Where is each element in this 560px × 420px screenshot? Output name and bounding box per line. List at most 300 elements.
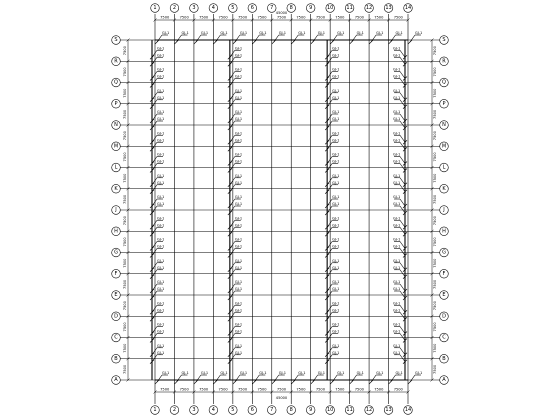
beam-tag-label: GJ-1 (332, 237, 340, 242)
beam-tag-label: GJ-1 (234, 110, 243, 114)
tag-tick (155, 380, 159, 384)
beam-tag-label: GJ-1 (157, 223, 165, 228)
svg-text:4: 4 (211, 407, 215, 413)
beam-tag-label: GJ-1 (181, 371, 189, 375)
svg-text:14: 14 (404, 407, 412, 413)
tag-leader (400, 178, 405, 185)
beam-tag-label: GJ-1 (157, 343, 165, 348)
row-spacing-label: 7500 (433, 152, 437, 162)
beam-tag-label: GJ-1 (234, 95, 243, 100)
beam-tag-label: GJ-1 (332, 329, 340, 334)
row-axis-bubble-left (112, 227, 121, 236)
beam-tag-label: GJ-1 (393, 53, 401, 58)
column-spacing-label: 7500 (393, 15, 403, 20)
tag-tick (252, 40, 256, 44)
row-axis-bubble-left (112, 163, 121, 172)
beam-tag-label: GJ-1 (234, 46, 243, 51)
svg-text:J: J (443, 207, 445, 213)
beam-tag-label: GJ-1 (157, 265, 165, 270)
beam-tag-label: GJ-1 (332, 287, 340, 291)
tag-tick (311, 40, 315, 44)
tag-tick (174, 380, 178, 384)
tag-leader (400, 327, 405, 334)
row-spacing-label: 7500 (123, 216, 127, 226)
row-axis-bubble-left (112, 354, 121, 363)
svg-text:Q: Q (114, 79, 118, 86)
svg-text:P: P (442, 100, 446, 107)
tag-tick (291, 380, 295, 384)
row-spacing-label: 7500 (123, 343, 127, 353)
svg-text:D: D (114, 313, 118, 320)
beam-tag-label: GJ-1 (317, 371, 326, 375)
column-axis-bubble-top (229, 4, 238, 13)
svg-text:M: M (441, 143, 447, 150)
tag-tick (272, 40, 276, 44)
svg-text:2: 2 (172, 407, 177, 413)
beam-tag-label: GJ-1 (234, 88, 243, 93)
beam-tag-label: GJ-1 (332, 195, 340, 199)
row-axis-bubble-left (112, 99, 121, 108)
svg-text:N: N (114, 122, 118, 128)
svg-text:6: 6 (250, 5, 254, 11)
row-axis-bubble-right (440, 227, 449, 236)
row-axis-bubble-left (112, 291, 121, 300)
beam-tag-label: GJ-1 (332, 280, 340, 284)
beam-tag-label: GJ-1 (157, 329, 165, 334)
column-axis-bubble-top (404, 4, 413, 13)
beam-tag-label: GJ-1 (278, 31, 287, 35)
row-spacing-label: 7500 (433, 67, 437, 77)
svg-text:10: 10 (326, 5, 334, 11)
column-axis-bubble-bottom (170, 406, 179, 415)
tag-tick (174, 40, 178, 44)
row-spacing-label: 7500 (433, 322, 437, 332)
beam-tag-label: GJ-1 (393, 244, 401, 249)
tag-tick (350, 40, 354, 44)
row-axis-bubble-right (440, 269, 449, 278)
row-axis-bubble-right (440, 36, 449, 45)
column-axis-bubble-bottom (267, 406, 276, 415)
column-spacing-label: 7500 (179, 15, 189, 20)
beam-tag-label: GJ-1 (220, 371, 228, 375)
column-spacing-label: 7500 (276, 387, 287, 392)
column-axis-bubble-top (151, 4, 160, 13)
column-axis-bubble-bottom (326, 406, 335, 415)
row-spacing-label: 7500 (433, 301, 437, 311)
column-spacing-label: 7500 (199, 387, 209, 392)
beam-tag-label: GJ-1 (162, 31, 170, 35)
svg-text:E: E (114, 292, 118, 298)
column-spacing-label: 7500 (374, 15, 384, 20)
beam-tag-label: GJ-1 (239, 31, 248, 35)
beam-tag-label: GJ-1 (234, 223, 243, 228)
svg-text:9: 9 (309, 5, 313, 11)
beam-tag-label: GJ-1 (332, 202, 340, 206)
svg-text:12: 12 (365, 5, 373, 11)
column-spacing-label: 7500 (218, 387, 228, 392)
beam-tag-label: GJ-1 (337, 371, 345, 375)
beam-tag-label: GJ-1 (332, 95, 340, 100)
beam-tag-label: GJ-1 (259, 31, 267, 35)
beam-tag-label: GJ-1 (332, 117, 340, 121)
row-spacing-label: 7500 (123, 279, 127, 289)
column-spacing-label: 7500 (296, 15, 306, 20)
column-axis-bubble-bottom (365, 406, 374, 415)
row-axis-bubble-right (440, 333, 449, 342)
beam-tag-label: GJ-1 (393, 308, 401, 313)
svg-text:5: 5 (231, 5, 235, 11)
column-spacing-label: 7500 (257, 15, 267, 20)
svg-text:6: 6 (250, 407, 254, 413)
svg-text:D: D (442, 313, 446, 320)
svg-text:9: 9 (309, 407, 313, 413)
svg-text:13: 13 (385, 5, 392, 11)
beam-tag-label: GJ-1 (393, 322, 401, 327)
row-axis-bubble-left (112, 36, 121, 45)
column-axis-bubble-top (287, 4, 296, 13)
column-spacing-label: 7500 (218, 15, 228, 20)
svg-text:F: F (442, 270, 446, 277)
beam-tag-label: GJ-1 (234, 74, 243, 79)
beam-tag-label: GJ-1 (393, 280, 401, 284)
column-spacing-label: 7500 (393, 387, 403, 392)
row-spacing-label: 7500 (123, 173, 127, 183)
column-axis-bubble-bottom (229, 406, 238, 415)
beam-tag-label: GJ-1 (332, 343, 340, 348)
beam-tag-label: GJ-1 (157, 216, 165, 221)
svg-text:M: M (113, 143, 119, 150)
beam-tag-label: GJ-1 (157, 350, 165, 355)
beam-tag-label: GJ-1 (234, 265, 243, 270)
beam-tag-label: GJ-1 (234, 195, 243, 199)
row-spacing-label: 7500 (433, 237, 437, 247)
tag-tick (350, 380, 354, 384)
svg-text:C: C (442, 334, 446, 341)
svg-text:R: R (442, 58, 446, 65)
svg-text:B: B (442, 355, 446, 362)
row-axis-bubble-left (112, 269, 121, 278)
row-spacing-label: 7500 (123, 67, 127, 77)
beam-tag-label: GJ-1 (332, 131, 340, 136)
column-spacing-label: 7500 (237, 387, 248, 392)
row-axis-bubble-left (112, 206, 121, 215)
beam-tag-label: GJ-1 (395, 31, 403, 35)
svg-text:K: K (442, 185, 446, 192)
row-axis-bubble-right (440, 142, 449, 151)
tag-tick (213, 380, 217, 384)
svg-text:G: G (442, 249, 446, 256)
row-spacing-label: 7500 (433, 194, 437, 204)
tag-leader (400, 135, 405, 142)
beam-tag-label: GJ-1 (393, 117, 401, 121)
beam-tag-label: GJ-1 (332, 216, 340, 221)
beam-tag-label: GJ-1 (393, 180, 401, 185)
beam-tag-label: GJ-1 (234, 237, 243, 242)
row-spacing-label: 7500 (433, 109, 437, 119)
row-spacing-label: 7500 (123, 88, 127, 98)
tag-tick (311, 380, 315, 384)
tag-tick (272, 380, 276, 384)
row-axis-bubble-right (440, 354, 449, 363)
beam-tag-label: GJ-1 (234, 202, 243, 206)
beam-tag-label: GJ-1 (157, 53, 165, 58)
beam-tag-label: GJ-1 (393, 216, 401, 221)
row-axis-bubble-right (440, 163, 449, 172)
svg-text:R: R (114, 58, 118, 65)
beam-tag-label: GJ-1 (332, 308, 340, 313)
beam-tag-label: GJ-1 (393, 46, 401, 51)
beam-tag-label: GJ-1 (332, 180, 340, 185)
svg-text:7: 7 (270, 407, 274, 413)
beam-tag-label: GJ-1 (200, 371, 209, 375)
svg-text:11: 11 (346, 407, 353, 413)
svg-text:G: G (114, 249, 118, 256)
svg-text:7: 7 (270, 5, 274, 11)
beam-tag-label: GJ-1 (234, 343, 243, 348)
beam-tag-label: GJ-1 (415, 371, 423, 375)
beam-tag-label: GJ-1 (234, 117, 243, 121)
beam-tag-label: GJ-1 (332, 152, 340, 157)
column-axis-bubble-top (326, 4, 335, 13)
beam-tag-label: GJ-1 (157, 195, 165, 199)
column-axis-bubble-top (190, 4, 199, 13)
beam-tag-label: GJ-1 (157, 159, 165, 164)
column-axis-bubble-top (170, 4, 179, 13)
beam-tag-label: GJ-1 (259, 371, 267, 375)
svg-text:A: A (442, 377, 446, 383)
tag-leader (400, 93, 405, 100)
beam-tag-label: GJ-1 (393, 95, 401, 100)
tag-tick (408, 380, 412, 384)
row-spacing-label: 7500 (123, 237, 127, 247)
column-axis-bubble-top (248, 4, 257, 13)
svg-text:Q: Q (442, 79, 446, 86)
beam-tag-label: GJ-1 (393, 74, 401, 79)
svg-text:J: J (115, 207, 117, 213)
svg-text:2: 2 (172, 5, 177, 11)
total-width-label-top: 45000 (275, 11, 288, 15)
beam-tag-label: GJ-1 (393, 301, 401, 306)
svg-text:P: P (114, 100, 118, 107)
row-spacing-label: 7500 (433, 46, 437, 56)
tag-leader (400, 220, 405, 227)
beam-tag-label: GJ-1 (157, 180, 165, 185)
beam-tag-label: GJ-1 (332, 223, 340, 228)
tag-tick (369, 40, 373, 44)
beam-tag-label: GJ-1 (234, 258, 243, 263)
row-spacing-label: 7500 (433, 216, 437, 226)
beam-tag-label: GJ-1 (332, 159, 340, 164)
row-axis-bubble-left (112, 57, 121, 66)
beam-tag-label: GJ-1 (376, 371, 384, 375)
beam-tag-label: GJ-1 (234, 308, 243, 313)
beam-tag-label: GJ-1 (317, 31, 326, 35)
beam-tag-label: GJ-1 (200, 31, 209, 35)
row-spacing-label: 7500 (123, 131, 127, 141)
column-axis-bubble-top (384, 4, 393, 13)
svg-text:3: 3 (192, 5, 196, 11)
svg-text:B: B (114, 355, 118, 362)
svg-text:14: 14 (404, 5, 412, 11)
column-axis-bubble-top (345, 4, 354, 13)
svg-text:N: N (442, 122, 446, 128)
column-axis-bubble-bottom (151, 406, 160, 415)
beam-tag-label: GJ-1 (332, 265, 340, 270)
beam-tag-label: GJ-1 (162, 371, 170, 375)
beam-tag-label: GJ-1 (332, 46, 340, 51)
beam-tag-label: GJ-1 (157, 280, 165, 284)
beam-tag-label: GJ-1 (393, 343, 401, 348)
tag-tick (213, 40, 217, 44)
beam-tag-label: GJ-1 (393, 350, 401, 355)
svg-text:1: 1 (153, 5, 157, 11)
row-spacing-label: 7500 (433, 343, 437, 353)
row-axis-bubble-right (440, 312, 449, 321)
beam-tag-label: GJ-1 (393, 159, 401, 164)
svg-text:L: L (114, 164, 118, 171)
beam-tag-label: GJ-1 (356, 31, 364, 35)
tag-tick (330, 380, 334, 384)
beam-tag-label: GJ-1 (393, 131, 401, 136)
row-spacing-label: 7500 (433, 279, 437, 289)
beam-tag-label: GJ-1 (393, 265, 401, 270)
beam-tag-label: GJ-1 (337, 31, 345, 35)
svg-text:K: K (114, 185, 118, 192)
column-spacing-label: 7500 (315, 15, 326, 20)
column-axis-bubble-bottom (384, 406, 393, 415)
tag-leader (400, 114, 405, 121)
beam-tag-label: GJ-1 (157, 95, 165, 100)
beam-tag-label: GJ-1 (332, 67, 340, 72)
svg-text:E: E (442, 292, 446, 298)
column-spacing-label: 7500 (374, 387, 384, 392)
row-axis-bubble-right (440, 206, 449, 215)
tag-tick (291, 40, 295, 44)
beam-tag-label: GJ-1 (157, 74, 165, 79)
column-spacing-label: 7500 (276, 15, 287, 20)
tag-leader (400, 157, 405, 164)
beam-tag-label: GJ-1 (393, 287, 401, 291)
column-spacing-label: 7500 (257, 387, 267, 392)
svg-text:L: L (442, 164, 446, 171)
beam-tag-label: GJ-1 (415, 31, 423, 35)
tag-leader (400, 305, 405, 312)
beam-tag-label: GJ-1 (332, 138, 340, 143)
beam-tag-label: GJ-1 (157, 258, 165, 263)
tag-tick (389, 380, 393, 384)
beam-tag-label: GJ-1 (234, 180, 243, 185)
tag-tick (194, 380, 198, 384)
beam-tag-label: GJ-1 (393, 195, 401, 199)
column-spacing-label: 7500 (354, 387, 364, 392)
tag-leader (400, 50, 405, 57)
row-spacing-label: 7500 (123, 109, 127, 119)
svg-text:10: 10 (326, 407, 334, 413)
row-axis-bubble-left (112, 78, 121, 87)
column-axis-bubble-top (365, 4, 374, 13)
beam-tag-label: GJ-1 (298, 31, 306, 35)
svg-text:F: F (114, 270, 118, 277)
beam-tag-label: GJ-1 (234, 322, 243, 327)
tag-tick (233, 380, 237, 384)
tag-leader (400, 263, 405, 270)
row-axis-bubble-right (440, 291, 449, 300)
beam-tag-label: GJ-1 (298, 371, 306, 375)
beam-tag-label: GJ-1 (332, 53, 340, 58)
beam-tag-label: GJ-1 (234, 173, 243, 178)
svg-text:11: 11 (346, 5, 353, 11)
svg-text:5: 5 (231, 407, 235, 413)
beam-tag-label: GJ-1 (234, 287, 243, 291)
beam-tag-label: GJ-1 (157, 301, 165, 306)
tag-tick (155, 40, 159, 44)
beam-tag-label: GJ-1 (393, 110, 401, 114)
tag-tick (389, 40, 393, 44)
column-spacing-label: 7500 (315, 387, 326, 392)
column-axis-bubble-bottom (248, 406, 257, 415)
column-axis-bubble-top (209, 4, 218, 13)
tag-leader (400, 348, 405, 355)
beam-tag-label: GJ-1 (278, 371, 287, 375)
column-axis-bubble-bottom (287, 406, 296, 415)
beam-tag-label: GJ-1 (332, 88, 340, 93)
beam-tag-label: GJ-1 (332, 258, 340, 263)
beam-tag-label: GJ-1 (393, 258, 401, 263)
svg-text:S: S (442, 37, 446, 43)
column-axis-bubble-bottom (306, 406, 315, 415)
beam-tag-label: GJ-1 (234, 280, 243, 284)
column-spacing-label: 7500 (160, 15, 170, 20)
beam-tag-label: GJ-1 (157, 117, 165, 121)
beam-tag-label: GJ-1 (332, 322, 340, 327)
row-spacing-label: 7500 (123, 322, 127, 332)
svg-text:C: C (114, 334, 118, 341)
beam-tag-label: GJ-1 (157, 287, 165, 291)
beam-tag-label: GJ-1 (234, 244, 243, 249)
beam-tag-label: GJ-1 (393, 173, 401, 178)
row-axis-bubble-left (112, 184, 121, 193)
beam-tag-label: GJ-1 (393, 152, 401, 157)
beam-tag-label: GJ-1 (234, 301, 243, 306)
beam-tag-label: GJ-1 (220, 31, 228, 35)
row-spacing-label: 7500 (123, 301, 127, 311)
beam-tag-label: GJ-1 (239, 371, 248, 375)
beam-tag-label: GJ-1 (234, 131, 243, 136)
row-axis-bubble-left (112, 121, 121, 130)
row-axis-bubble-left (112, 248, 121, 257)
svg-text:8: 8 (289, 5, 293, 11)
beam-tag-label: GJ-1 (332, 301, 340, 306)
row-axis-bubble-left (112, 333, 121, 342)
row-axis-bubble-right (440, 57, 449, 66)
svg-text:4: 4 (211, 5, 215, 11)
beam-tag-label: GJ-1 (395, 371, 403, 375)
column-axis-bubble-top (306, 4, 315, 13)
tag-tick (233, 40, 237, 44)
column-spacing-label: 7500 (335, 15, 345, 20)
beam-tag-label: GJ-1 (157, 138, 165, 143)
beam-tag-label: GJ-1 (332, 74, 340, 79)
beam-tag-label: GJ-1 (376, 31, 384, 35)
beam-tag-label: GJ-1 (157, 152, 165, 157)
beam-tag-label: GJ-1 (393, 138, 401, 143)
beam-tag-label: GJ-1 (157, 173, 165, 178)
beam-tag-label: GJ-1 (393, 237, 401, 242)
row-axis-bubble-right (440, 184, 449, 193)
beam-tag-label: GJ-1 (157, 322, 165, 327)
row-axis-bubble-right (440, 99, 449, 108)
row-axis-bubble-right (440, 376, 449, 385)
